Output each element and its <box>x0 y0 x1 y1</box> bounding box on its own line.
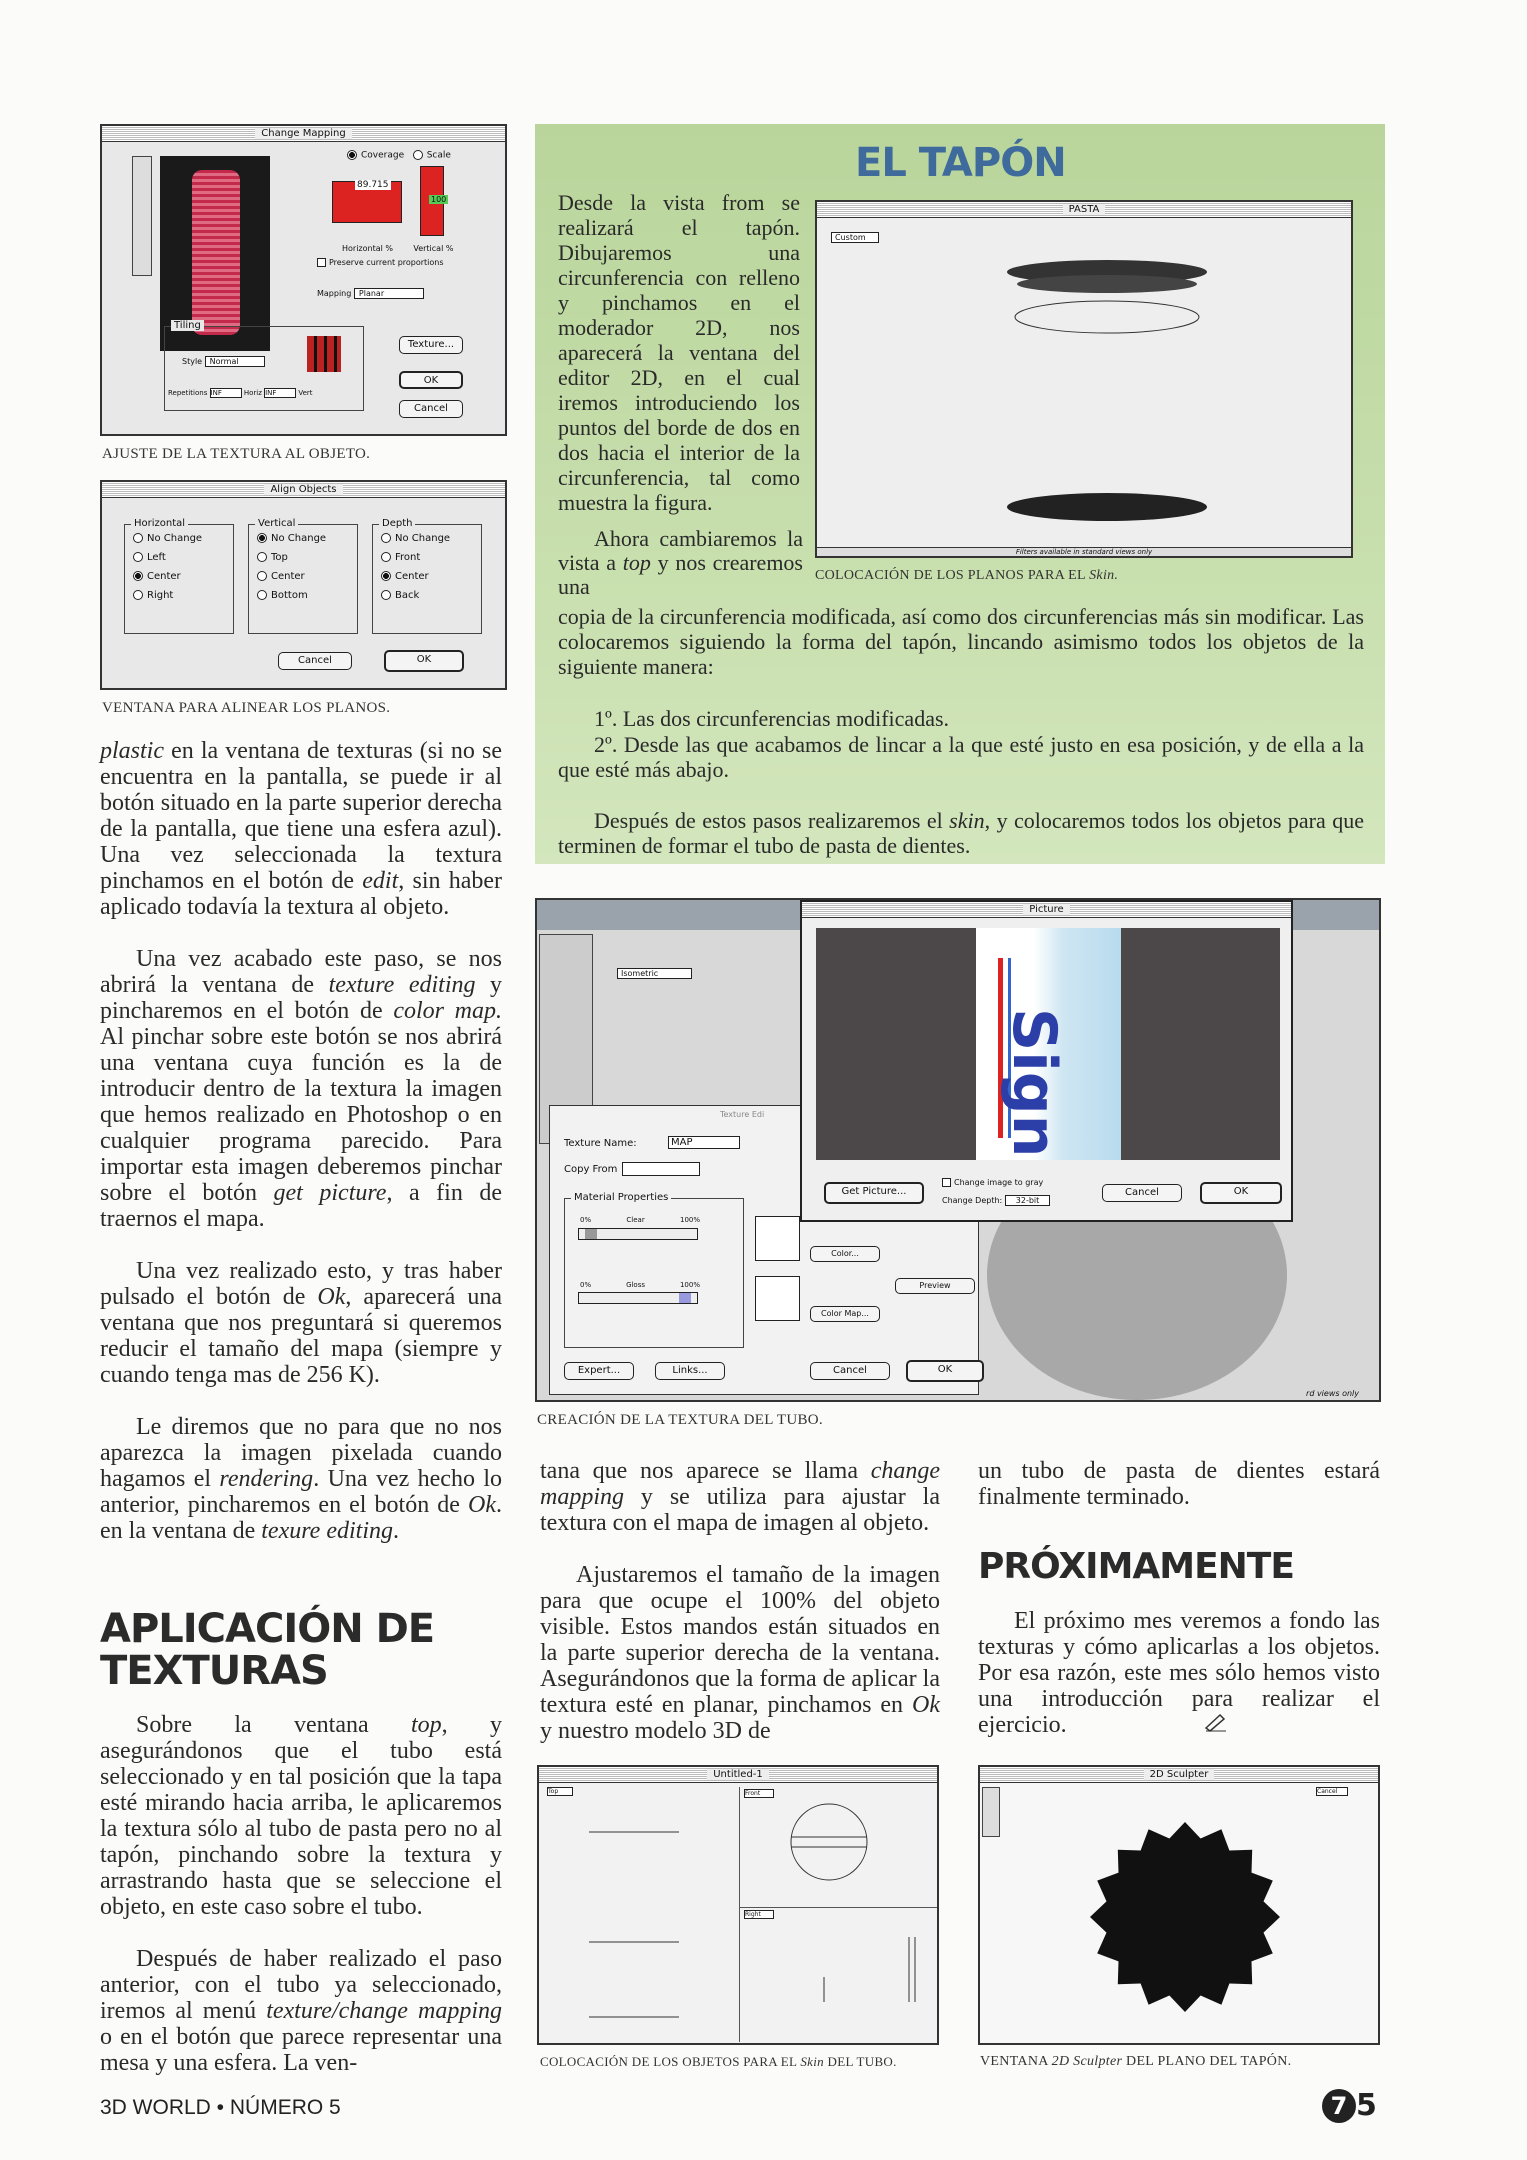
pasta-titlebar: PASTA <box>817 202 1351 218</box>
picture-titlebar: Picture <box>802 902 1291 918</box>
col3-paragraph-2: El próximo mes veremos a fondo las texturas y cómo aplicarlas a los objetos. Por esa razón, este mes sólo hemos visto una introducción para realizar el ejercicio. <box>978 1608 1380 1738</box>
get-picture-button[interactable]: Get Picture... <box>824 1182 924 1204</box>
sculpter-menu[interactable]: Cancel <box>1316 1787 1348 1796</box>
ok-button[interactable]: OK <box>399 371 463 389</box>
magazine-footer: 3D WORLD • NÚMERO 5 <box>100 2096 341 2119</box>
tile-preview <box>307 336 341 372</box>
sculpter-tools <box>982 1787 1000 1837</box>
copy-from-select[interactable] <box>622 1162 700 1176</box>
pasta-canvas <box>817 242 1351 542</box>
sculpter-titlebar: 2D Sculpter <box>980 1767 1378 1783</box>
caption-skin-objects: COLOCACIÓN DE LOS OBJETOS PARA EL Skin DEL TUBO. <box>540 2054 897 2069</box>
picture-cancel-button[interactable]: Cancel <box>1102 1184 1182 1202</box>
mapping-select[interactable]: Planar <box>354 288 424 299</box>
page-digit: 5 <box>1356 2088 1377 2123</box>
pasta-screenshot <box>815 200 1353 558</box>
front-view-menu[interactable]: Front <box>744 1789 774 1798</box>
color-map-button[interactable]: Color Map... <box>810 1306 880 1322</box>
tapon-heading: EL TAPÓN <box>855 140 1066 186</box>
horizontal-gauge[interactable]: 89.715 <box>332 181 402 223</box>
d-option[interactable]: No Change <box>381 533 481 544</box>
tapon-paragraph-1: Desde la vista from se realizará el tapón. Dibujaremos una circunferencia con relleno y pinchamos en el moderador 2D, nos aparecerá la ventana del editor 2D, en el cual iremos introduciendo los puntos del borde de dos en dos hacia el interior de la circunferencia, tal como muestra la figura. <box>558 190 800 515</box>
texture-footer: rd views only <box>1306 1389 1359 1398</box>
align-cancel-button[interactable]: Cancel <box>278 652 352 670</box>
picture-dialog: Picture Sign Get Picture... Change image to gray Change Depth: 32-bit Cancel OK <box>800 900 1293 1222</box>
tapon-list-2: 2º. Desde las que acabamos de lincar a la que esté justo en esa posición, y de ella a la que esté más abajo. <box>558 732 1364 782</box>
page-number <box>1322 2088 1377 2123</box>
picture-ok-button[interactable]: OK <box>1200 1182 1282 1204</box>
h-option[interactable]: No Change <box>133 533 233 544</box>
isometric-menu[interactable]: Isometric <box>617 968 692 979</box>
h-option[interactable]: Right <box>133 590 233 601</box>
v-option[interactable]: Bottom <box>257 590 357 601</box>
clear-slider[interactable] <box>578 1228 698 1240</box>
untitled-screenshot <box>537 1765 939 2045</box>
column-1-text <box>100 738 502 1570</box>
caption-change-mapping: AJUSTE DE LA TEXTURA AL OBJETO. <box>102 446 371 462</box>
col2-paragraph-1: tana que nos aparece se llama change mapping y se utiliza para ajustar la textura con el mapa de imagen al objeto. <box>540 1458 940 1536</box>
change-mapping-titlebar: Change Mapping <box>102 126 505 142</box>
material-group: Material Properties <box>564 1198 744 1348</box>
horiz-repetitions-field[interactable]: INF <box>210 388 242 398</box>
color-swatch[interactable] <box>755 1216 800 1261</box>
top-view-menu[interactable]: Top <box>547 1787 573 1796</box>
tapon-paragraph-3: Después de estos pasos realizaremos el skin, y colocaremos todos los objetos para que terminen de formar el tubo de pasta de dientes. <box>558 808 1364 858</box>
modified-circle-2 <box>1017 275 1197 293</box>
pencil-icon <box>1204 1712 1228 1732</box>
tapon-paragraph-2b: copia de la circunferencia modificada, así como dos circunferencias más sin modificar. Las colocaremos siguiendo la forma del tapón, lincando asimismo todos los objetos de la siguiente manera: <box>558 604 1364 679</box>
cancel-button[interactable]: Cancel <box>399 400 463 418</box>
preserve-checkbox[interactable] <box>317 258 326 267</box>
proximamente-heading: PRÓXIMAMENTE <box>978 1546 1294 1587</box>
gloss-slider[interactable] <box>578 1292 698 1304</box>
sculpted-disc <box>1080 1817 1290 2017</box>
col2-paragraph-2: Ajustaremos el tamaño de la imagen para que ocupe el 100% del objeto visible. Estos mandos están situados en la parte superior derecha de la ventana. Asegurándonos que la forma de aplicar la textura esté en planar, pinchamos en Ok y nuestro modelo 3D de <box>540 1562 940 1744</box>
toolbox <box>132 156 152 276</box>
depth-group: Depth No Change Front Center Back <box>372 524 482 634</box>
texture-ok-button[interactable]: OK <box>906 1360 984 1382</box>
vertical-group: Vertical No Change Top Center Bottom <box>248 524 358 634</box>
aplicacion-heading: APLICACIÓN DE TEXTURAS <box>100 1606 435 1694</box>
h-option[interactable]: Left <box>133 552 233 563</box>
col1-paragraph-5: Sobre la ventana top, y asegurándonos que el tubo está seleccionado y en tal posición que la tapa esté mirando hacia arriba, le aplicaremos la textura sólo al tubo de pasta pero no al tapón, pinchando sobre la textura y arrastrando hasta que se seleccione el objeto, en este caso sobre el tubo. <box>100 1712 503 1920</box>
pasta-footer: Filters available in standard views only <box>817 547 1351 556</box>
change-mapping-screenshot: Change Mapping Coverage Scale 89.715 100 Horizontal % Vertical % Preserve current proportions Mapping Planar Tiling Style Normal Repetitions INF Horiz INF Vert Texture... OK Cancel <box>100 124 507 436</box>
untitled-geometry <box>539 1787 939 2045</box>
links-button[interactable]: Links... <box>655 1362 725 1380</box>
caption-skin-planes: COLOCACIÓN DE LOS PLANOS PARA EL Skin. <box>815 568 1119 583</box>
tapon-list-1: 1º. Las dos circunferencias modificadas. <box>594 706 950 731</box>
color-map-swatch[interactable] <box>755 1276 800 1321</box>
sculpter-screenshot <box>978 1765 1380 2045</box>
d-option[interactable]: Front <box>381 552 481 563</box>
page-badge: 7 <box>1322 2089 1356 2123</box>
coverage-radio[interactable] <box>347 150 357 160</box>
align-objects-screenshot <box>100 480 507 690</box>
horizontal-group: Horizontal No Change Left Center Right <box>124 524 234 634</box>
caption-sculpter: VENTANA 2D Sculpter DEL PLANO DEL TAPÓN. <box>980 2054 1292 2069</box>
column-1-text-b <box>100 1712 502 2102</box>
expert-button[interactable]: Expert... <box>564 1362 634 1380</box>
col1-paragraph-6: Después de haber realizado el paso anterior, con el tubo ya seleccionado, iremos al menú texture/change mapping o en el botón que parece representar una mesa y una esfera. La ven- <box>100 1946 502 2076</box>
col1-paragraph-3: Una vez realizado esto, y tras haber pulsado el botón de Ok, aparecerá una ventana que nos preguntará si queremos reducir el tamaño del mapa (siempre y cuando tenga mas de 256 K). <box>100 1258 502 1388</box>
untitled-titlebar: Untitled-1 <box>539 1767 937 1783</box>
depth-select[interactable]: 32-bit <box>1005 1195 1051 1206</box>
texture-button[interactable]: Texture... <box>399 336 463 354</box>
picture-canvas <box>816 928 1280 1160</box>
tiling-group: Tiling <box>164 326 364 411</box>
caption-align-objects: VENTANA PARA ALINEAR LOS PLANOS. <box>102 700 391 716</box>
tapon-paragraph-2: Ahora cambiaremos la vista a top y nos crearemos una <box>558 526 803 599</box>
d-option[interactable]: Back <box>381 590 481 601</box>
h-option[interactable]: Center <box>133 571 233 582</box>
column-3-text: un tubo de pasta de dientes estará finalmente terminado. <box>978 1458 1380 1510</box>
v-option[interactable]: No Change <box>257 533 357 544</box>
preview-button[interactable]: Preview <box>895 1278 975 1294</box>
pasta-view-menu[interactable]: Custom <box>831 232 879 243</box>
texture-cancel-button[interactable]: Cancel <box>810 1362 890 1380</box>
col1-paragraph-2: Una vez acabado este paso, se nos abrirá la ventana de texture editing y pincharemos en el botón de color map. Al pinchar sobre este botón se nos abrirá una ventana cuya función es la de introducir dentro de la textura la imagen que hemos realizado en Photoshop o en cualquier programa parecido. Para importar esta imagen deberemos pinchar sobre el botón get picture, a fin de traernos el mapa. <box>100 946 502 1232</box>
caption-texture-tube: CREACIÓN DE LA TEXTURA DEL TUBO. <box>537 1412 823 1428</box>
column-2-text <box>540 1458 940 1770</box>
tube-brand-text: Sign <box>999 1008 1069 1158</box>
bottom-modified-circle <box>1007 493 1207 521</box>
col1-paragraph-4: Le diremos que no para que no nos aparezca la imagen pixelada cuando hagamos el rendering. Una vez hecho lo anterior, pincharemos en el botón de Ok. en la ventana de texure editing. <box>100 1414 503 1544</box>
align-ok-button[interactable]: OK <box>384 650 464 672</box>
d-option[interactable]: Center <box>381 571 481 582</box>
texture-name-input[interactable]: MAP <box>668 1136 740 1149</box>
vertical-gauge[interactable]: 100 <box>420 166 444 236</box>
v-option[interactable]: Center <box>257 571 357 582</box>
texture-edit-dialog: Texture Edi Texture Name: MAP Copy From Material Properties 0% Clear 100% 0% Gloss 100% Color... Color Map... Preview Expert... Links... Cancel OK <box>549 1105 979 1395</box>
vert-repetitions-field[interactable]: INF <box>264 388 296 398</box>
color-button[interactable]: Color... <box>810 1246 880 1262</box>
circle-outline <box>1015 301 1199 333</box>
texture-screenshot <box>535 898 1381 1402</box>
gray-checkbox[interactable] <box>942 1178 951 1187</box>
v-option[interactable]: Top <box>257 552 357 563</box>
right-view-menu[interactable]: Right <box>744 1910 774 1919</box>
scale-radio[interactable] <box>413 150 423 160</box>
align-titlebar: Align Objects <box>102 482 505 498</box>
style-select[interactable]: Normal <box>205 356 265 367</box>
col1-paragraph-1: plastic en la ventana de texturas (si no se encuentra en la pantalla, se puede ir al botón situado en la parte superior derecha de la pantalla, que tiene una esfera azul). Una vez seleccionada la textura pinchamos en el botón de edit, sin haber aplicado todavía la textura al objeto. <box>100 738 502 920</box>
